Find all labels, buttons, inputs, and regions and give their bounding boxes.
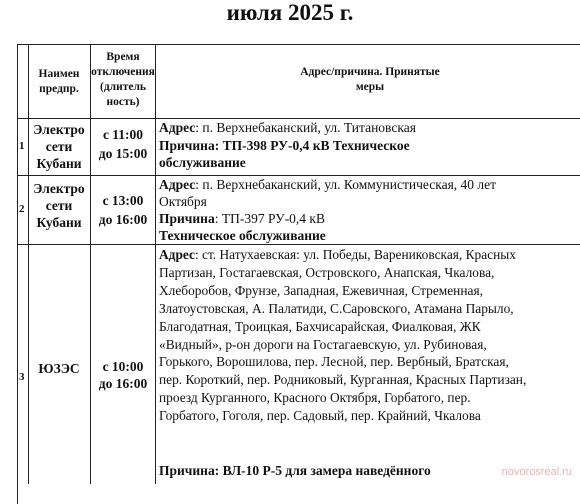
row-reason (159, 137, 459, 171)
row-time-to: до 15:00 (98, 146, 148, 161)
row-address (159, 246, 527, 425)
address-text: : п. Верхнебаканский, ул. Коммунистическая, 40 лет Октября (159, 177, 497, 209)
row-address (159, 119, 577, 136)
table-divider (90, 44, 91, 484)
column-header-time: Время отключения (длитель ность) (91, 51, 155, 108)
row-org: Электро сети Кубани (33, 181, 85, 230)
table-divider (17, 244, 580, 245)
column-header-address: Адрес/причина. Принятые меры (300, 66, 440, 93)
row-org: Электро сети Кубани (33, 122, 85, 171)
reason-label: Причина (159, 211, 215, 226)
address-label: Адрес (159, 120, 196, 135)
column-header-org: Наимен предпр. (38, 68, 80, 95)
table-divider (155, 44, 156, 484)
address-text: : ст. Натухаевская: ул. Победы, Варениковская, Красных Партизан, Гостагаевская, Островского, Анапская, Чкалова, Хлеборобов, Фрунзе, Западная, Ежевичная, Стременная, Златоустовская, А. Палатиди, С.Саровского, Атамана Парыло, Благодатная, Троицкая, Бахчисарайская, Фиалковая, ЖК «Видный», р-он дороги на Гостагаевскую, ул. Рубиновая, Горького, Ворошилова, пер. Лесной, пер. Вербный, Братская, пер. Короткий, пер. Родниковый, Курганная, Красных Партизан, проезд Курганного, Красного Октября, Горбатого, пер. Горбатого, Гоголя, пер. Садовый, пер. Крайний, Чкалова (159, 247, 527, 424)
row-time-to: до 16:00 (98, 212, 148, 227)
table-divider (28, 44, 29, 484)
row-measure: Техническое обслуживание (159, 228, 326, 243)
reason-text: : ТП-397 РУ-0,4 кВ (214, 211, 325, 226)
row-time-from: с 13:00 (102, 193, 144, 208)
row-reason (159, 210, 577, 227)
row-address (159, 176, 529, 210)
address-text: : п. Верхнебаканский, ул. Титановская (195, 120, 416, 135)
address-label: Адрес (159, 247, 195, 262)
reason-text: : ТП-398 РУ-0,4 кВ Техническое обслуживание (159, 138, 410, 170)
reason-label: Причина (159, 138, 215, 153)
row-time-to: до 16:00 (98, 376, 148, 391)
row-time-from: с 11:00 (102, 127, 144, 142)
reason-label: Причина (159, 463, 215, 478)
heading-title: июля 2025 г. (226, 0, 354, 25)
document-heading (0, 2, 580, 38)
reason-text: : ВЛ-10 Р-5 для замера наведённого (214, 463, 431, 478)
row-number: 2 (19, 203, 25, 215)
row-org: ЮЗЭС (38, 361, 80, 376)
row-number: 1 (19, 140, 25, 152)
row-number: 3 (19, 371, 25, 383)
watermark-text: novorosreal.ru (501, 466, 572, 478)
row-time-from: с 10:00 (102, 359, 144, 374)
address-label: Адрес (159, 177, 196, 192)
